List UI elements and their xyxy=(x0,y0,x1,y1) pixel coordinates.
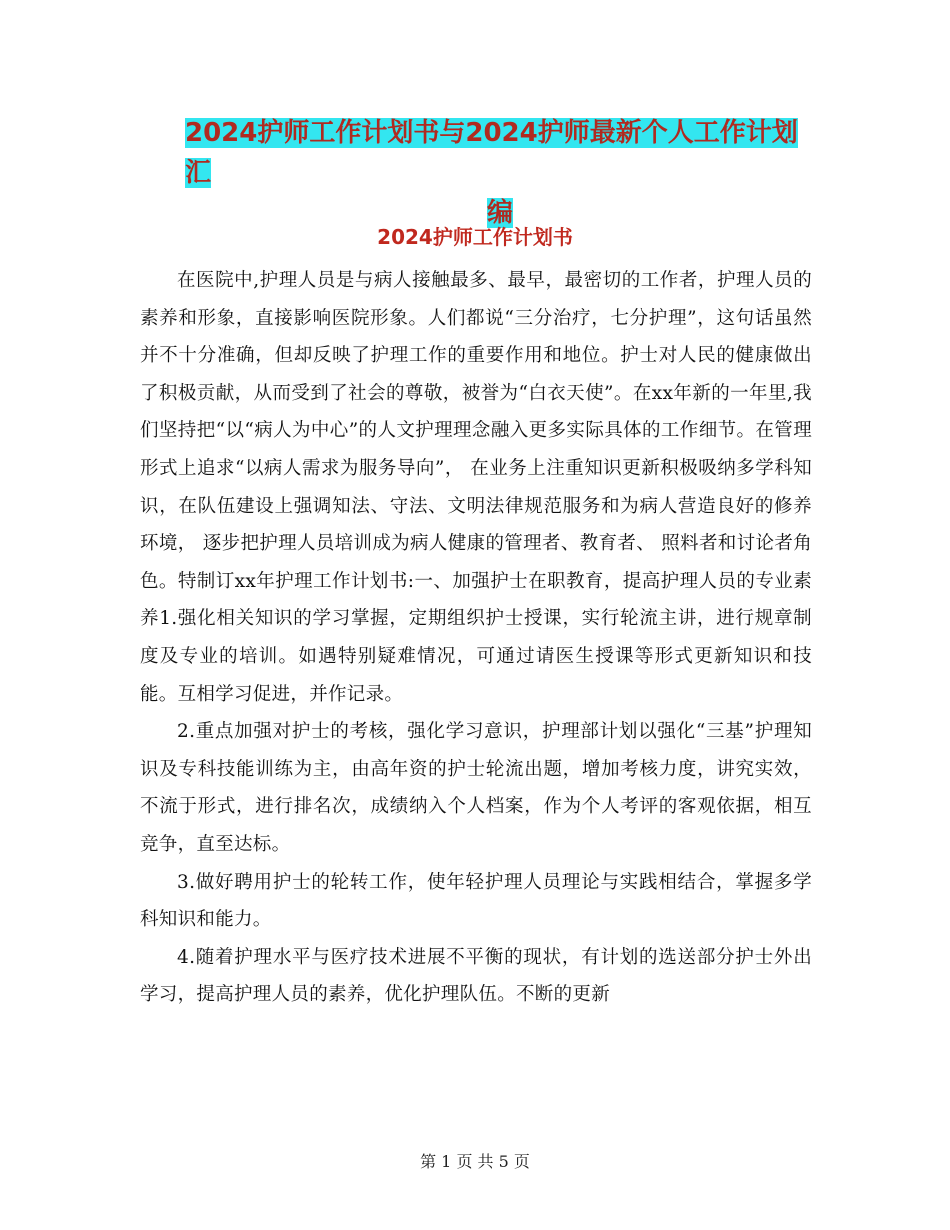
paragraph: 2.重点加强对护士的考核，强化学习意识，护理部计划以强化“三基”护理知识及专科技能训练为主，由高年资的护士轮流出题，增加考核力度，讲究实效，不流于形式，进行排名次，成绩纳入个人档案，作为个人考评的客观依据，相互竞争，直至达标。 xyxy=(140,721,812,855)
section-title: 2024护师工作计划书 xyxy=(377,225,573,249)
paragraph: 在医院中,护理人员是与病人接触最多、最早，最密切的工作者，护理人员的素养和形象，直接影响医院形象。人们都说“三分治疗，七分护理”，这句话虽然并不十分准确，但却反映了护理工作的重要作用和地位。护士对人民的健康做出了积极贡献，从而受到了社会的尊敬，被誉为“白衣天使”。在xx年新的一年里,我们坚持把“以“病人为中心”的人文护理理念融入更多实际具体的工作细节。在管理形式上追求“以病人需求为服务导向”， 在业务上注重知识更新积极吸纳多学科知识，在队伍建设上强调知法、守法、文明法律规范服务和为病人营造良好的修养环境， 逐步把护理人员培训成为病人健康的管理者、教育者、 照料者和讨论者角色。特制订xx年护理工作计划书:一、加强护士在职教育，提高护理人员的专业素养1.强化相关知识的学习掌握，定期组织护士授课，实行轮流主讲，进行规章制度及专业的培训。如遇特别疑难情况，可通过请医生授课等形式更新知识和技能。互相学习促进，并作记录。 xyxy=(140,270,812,705)
page-footer: 第 1 页 共 5 页 xyxy=(420,1152,530,1171)
document-title-line2: 编 xyxy=(486,198,513,228)
document-title xyxy=(185,113,815,233)
document-title-line1: 2024护师工作计划书与2024护师最新个人工作计划汇 xyxy=(185,118,798,188)
body-text xyxy=(140,262,812,1014)
paragraph: 4.随着护理水平与医疗技术进展不平衡的现状，有计划的选送部分护士外出学习，提高护理人员的素养，优化护理队伍。不断的更新 xyxy=(140,946,812,1006)
paragraph: 3.做好聘用护士的轮转工作，使年轻护理人员理论与实践相结合，掌握多学科知识和能力。 xyxy=(140,871,812,931)
